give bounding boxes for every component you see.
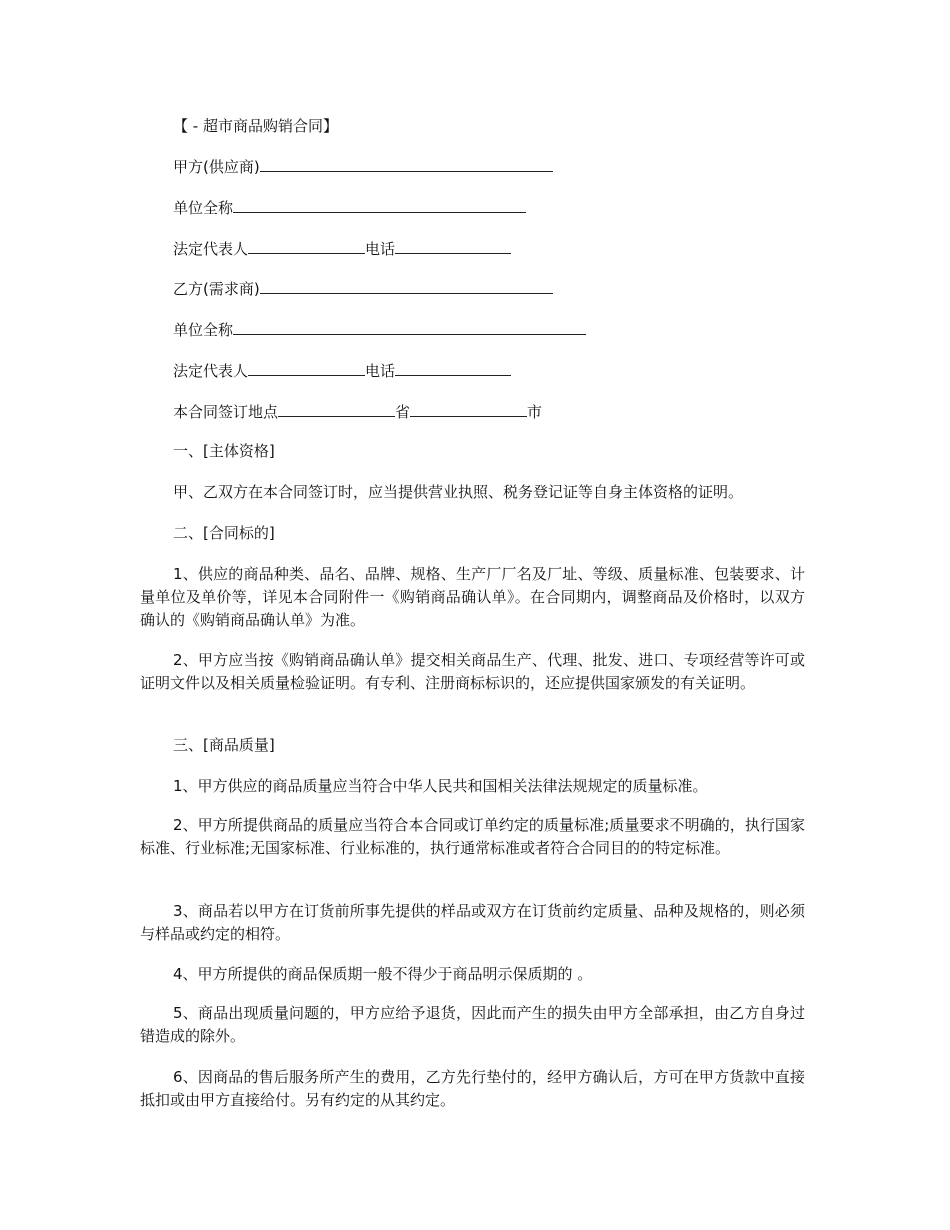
party-a-unit-label: 单位全称 bbox=[173, 199, 234, 217]
section-heading: 一、[主体资格] bbox=[173, 442, 275, 460]
party-a-phone-label: 电话 bbox=[365, 240, 396, 258]
paragraph: 甲、乙双方在本合同签订时，应当提供营业执照、税务登记证等自身主体资格的证明。 bbox=[173, 483, 744, 501]
party-b-blank bbox=[260, 277, 553, 294]
party-a-unit-line bbox=[173, 196, 526, 218]
party-b-unit-line bbox=[173, 318, 586, 340]
party-b-phone-blank bbox=[395, 359, 511, 376]
party-b-label: 乙方(需求商) bbox=[173, 280, 260, 298]
party-a-rep-blank bbox=[248, 237, 365, 254]
paragraph: 3、商品若以甲方在订货前所事先提供的样品或双方在订货前约定质量、品种及规格的，则必须与样品或约定的相符。 bbox=[140, 902, 805, 943]
paragraph: 5、商品出现质量问题的，甲方应给予退货，因此而产生的损失由甲方全部承担，由乙方自身过错造成的除外。 bbox=[140, 1004, 805, 1045]
paragraph: 2、甲方所提供商品的质量应当符合本合同或订单约定的质量标准;质量要求不明确的，执行国家标准、行业标准;无国家标准、行业标准的，执行通常标准或者符合合同目的的特定标准。 bbox=[140, 816, 805, 857]
party-b-phone-label: 电话 bbox=[365, 362, 396, 380]
party-b-rep-blank bbox=[248, 359, 365, 376]
party-a-label: 甲方(供应商) bbox=[173, 158, 260, 176]
province-label: 省 bbox=[395, 403, 411, 421]
party-a-rep-line bbox=[173, 237, 511, 259]
signing-place-line bbox=[173, 400, 542, 422]
signing-place-label: 本合同签订地点 bbox=[173, 403, 279, 421]
city-label: 市 bbox=[527, 403, 543, 421]
party-b-unit-blank bbox=[233, 318, 586, 335]
party-b-line bbox=[173, 277, 553, 299]
party-a-rep-label: 法定代表人 bbox=[173, 240, 249, 258]
section-heading: 二、[合同标的] bbox=[173, 524, 275, 542]
province-blank bbox=[278, 400, 395, 417]
document-title: 【 - 超市商品购销合同】 bbox=[173, 117, 338, 135]
party-b-rep-line bbox=[173, 359, 511, 381]
party-a-unit-blank bbox=[233, 196, 526, 213]
party-b-unit-label: 单位全称 bbox=[173, 321, 234, 339]
paragraph: 1、甲方供应的商品质量应当符合中华人民共和国相关法律法规规定的质量标准。 bbox=[173, 777, 708, 795]
paragraph: 1、供应的商品种类、品名、品牌、规格、生产厂厂名及厂址、等级、质量标准、包装要求、计量单位及单价等，详见本合同附件一《购销商品确认单》。在合同期内，调整商品及价格时，以双方确认的《购销商品确认单》为准。 bbox=[140, 565, 805, 629]
paragraph: 6、因商品的售后服务所产生的费用，乙方先行垫付的，经甲方确认后，方可在甲方货款中直接抵扣或由甲方直接给付。另有约定的从其约定。 bbox=[140, 1068, 805, 1109]
party-a-phone-blank bbox=[395, 237, 511, 254]
party-a-line bbox=[173, 155, 553, 177]
paragraph: 2、甲方应当按《购销商品确认单》提交相关商品生产、代理、批发、进口、专项经营等许可或证明文件以及相关质量检验证明。有专利、注册商标标识的，还应提供国家颁发的有关证明。 bbox=[140, 651, 805, 692]
paragraph: 4、甲方所提供的商品保质期一般不得少于商品明示保质期的 。 bbox=[173, 965, 593, 983]
party-b-rep-label: 法定代表人 bbox=[173, 362, 249, 380]
section-heading: 三、[商品质量] bbox=[173, 736, 275, 754]
party-a-blank bbox=[260, 155, 553, 172]
city-blank bbox=[410, 400, 527, 417]
